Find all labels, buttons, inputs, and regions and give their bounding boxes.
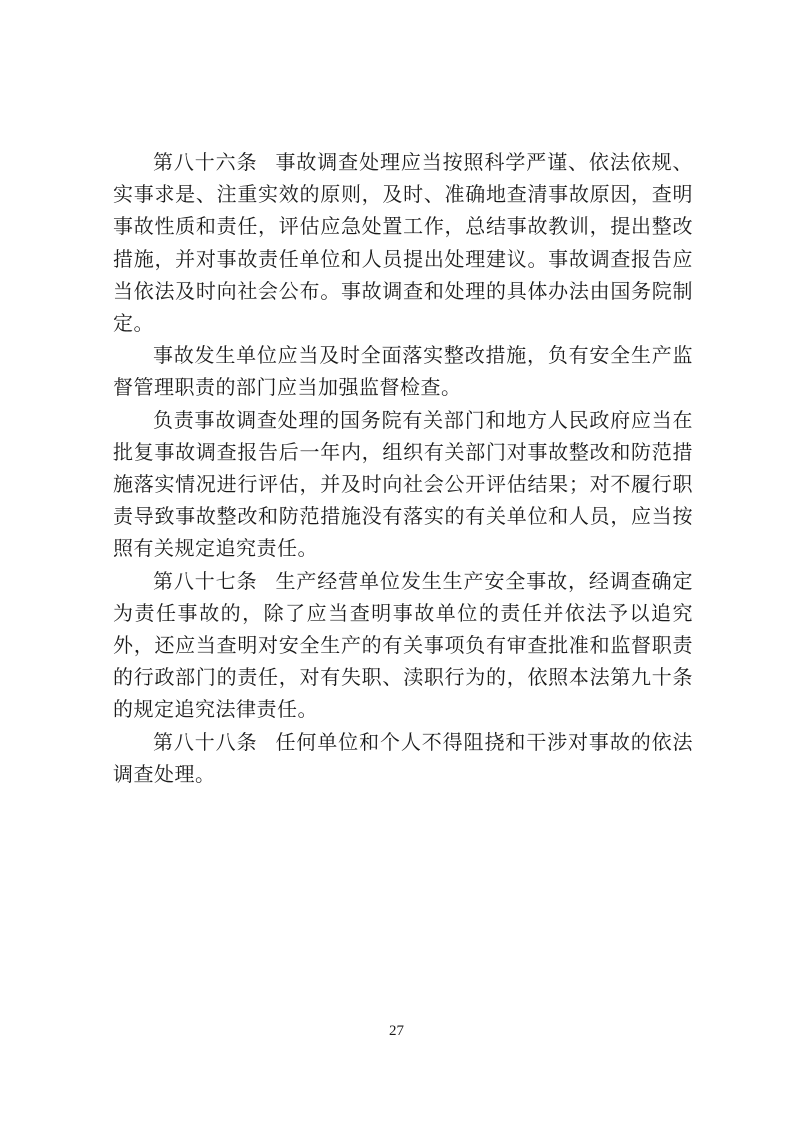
paragraph-article-88 <box>113 726 693 790</box>
paragraph-article-86 <box>113 146 693 339</box>
paragraph-rectification <box>113 339 693 403</box>
article-heading: 第八十六条 <box>153 150 258 174</box>
paragraph-text: 生产经营单位发生生产安全事故，经调查确定为责任事故的，除了应当查明事故单位的责任并依法予以追究外，还应当查明对安全生产的有关事项负有审查批准和监督职责的行政部门的责任，对有失职、渎职行为的，依照本法第九十条的规定追究法律责任。 <box>113 568 694 722</box>
page-number: 27 <box>389 1023 404 1039</box>
article-heading: 第八十七条 <box>153 568 258 593</box>
paragraph-text: 事故调查处理应当按照科学严谨、依法依规、实事求是、注重实效的原则，及时、准确地查清事故原因，查明事故性质和责任，评估应急处置工作，总结事故教训，提出整改措施，并对事故责任单位和人员提出处理建议。事故调查报告应当依法及时向社会公布。事故调查和处理的具体办法由国务院制定。 <box>113 150 694 336</box>
paragraph-text: 事故发生单位应当及时全面落实整改措施，负有安全生产监督管理职责的部门应当加强监督检查。 <box>113 343 693 400</box>
paragraph-text: 负责事故调查处理的国务院有关部门和地方人民政府应当在批复事故调查报告后一年内，组织有关部门对事故整改和防范措施落实情况进行评估，并及时向社会公开评估结果；对不履行职责导致事故整改和防范措施没有落实的有关单位和人员，应当按照有关规定追究责任。 <box>113 407 693 561</box>
paragraph-article-87 <box>113 565 693 726</box>
paragraph-evaluation <box>113 404 693 565</box>
article-heading: 第八十八条 <box>153 729 258 754</box>
body-text <box>113 146 693 790</box>
paragraph-text: 任何单位和个人不得阻挠和干涉对事故的依法调查处理。 <box>113 729 694 786</box>
